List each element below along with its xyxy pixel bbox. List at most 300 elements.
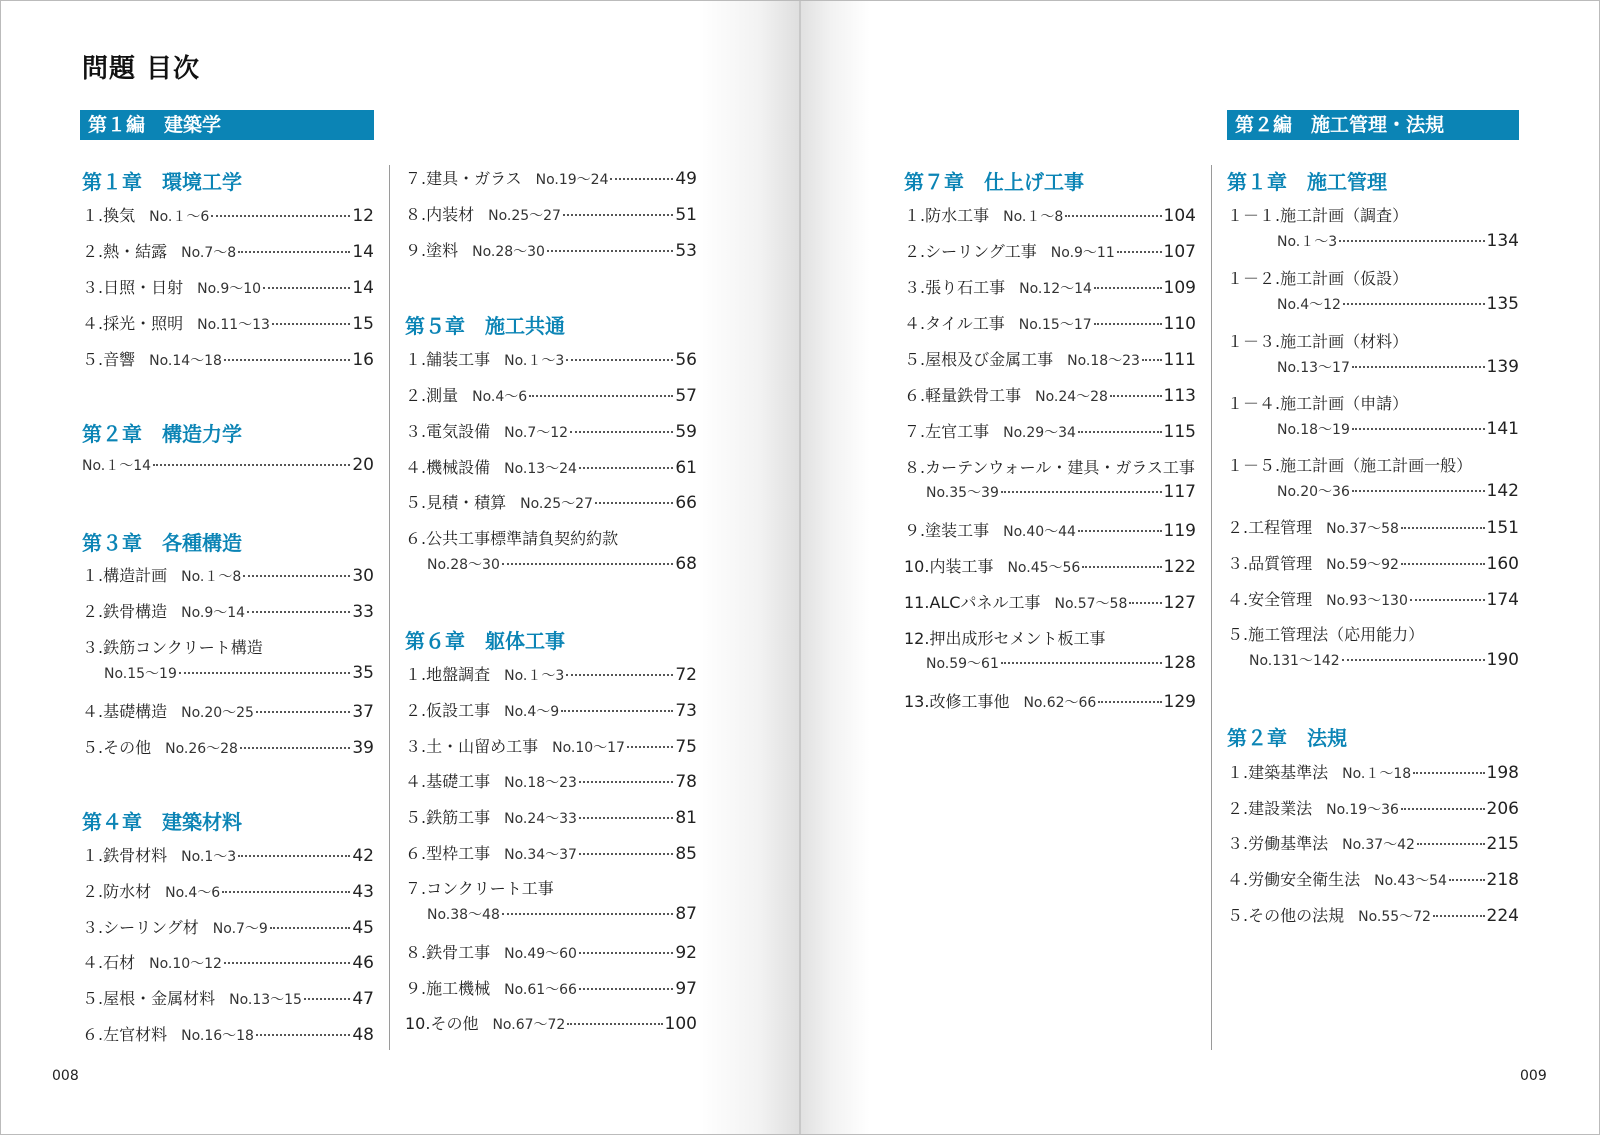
toc-entry[interactable] xyxy=(82,203,374,225)
entry-page: 198 xyxy=(1486,763,1519,783)
entry-problem-range: No.１～3 xyxy=(504,668,565,684)
dot-leader xyxy=(1065,215,1161,217)
dot-leader xyxy=(1410,599,1485,601)
entry-title: ３.シーリング材 xyxy=(82,918,199,937)
entry-page: 151 xyxy=(1486,518,1519,538)
entry-page: 57 xyxy=(675,386,697,406)
toc-entry[interactable] xyxy=(405,490,697,512)
entry-problem-range: No.20～36 xyxy=(1277,484,1350,500)
entry-title: ３.日照・日射 xyxy=(82,278,184,297)
toc-entry-continuation[interactable] xyxy=(405,904,697,926)
chapter-heading: 第２章 法規 xyxy=(1227,726,1347,750)
entry-title: ４.機械設備 xyxy=(405,458,491,477)
entry-problem-range: No.9～14 xyxy=(181,605,246,621)
entry-problem-range: No.93～130 xyxy=(1326,593,1408,609)
toc-entry-continuation[interactable] xyxy=(1227,419,1519,441)
entry-page: 190 xyxy=(1486,650,1519,670)
entry-title: ８.内装材 xyxy=(405,205,475,224)
toc-entry[interactable] xyxy=(904,590,1196,612)
dot-leader xyxy=(1094,287,1162,289)
toc-entry[interactable] xyxy=(904,203,1196,225)
entry-problem-range: No.37～58 xyxy=(1326,521,1399,537)
page-title: 問題 目次 xyxy=(82,54,201,84)
chapter-heading: 第７章 仕上げ工事 xyxy=(904,170,1084,194)
entry-problem-range: No.12～14 xyxy=(1019,281,1092,297)
entry-title: １.鉄骨材料 xyxy=(82,846,168,865)
dot-leader xyxy=(240,747,350,749)
entry-problem-range: No.19～24 xyxy=(535,172,609,188)
entry-title: ３.張り石工事 xyxy=(904,278,1006,297)
dot-leader xyxy=(1110,395,1162,397)
entry-title: ９.施工機械 xyxy=(405,979,491,998)
entry-page: 81 xyxy=(675,808,697,828)
toc-entry[interactable] xyxy=(82,311,374,333)
entry-problem-range: No.62～66 xyxy=(1023,695,1097,711)
entry-title: ７.左官工事 xyxy=(904,422,990,441)
entry-problem-range: No.4～6 xyxy=(472,389,528,405)
toc-entry[interactable] xyxy=(1227,903,1519,925)
dot-leader xyxy=(529,395,673,397)
toc-entry-continuation[interactable] xyxy=(904,653,1196,675)
entry-title: １－４.施工計画（申請） xyxy=(1227,394,1409,413)
dot-leader xyxy=(561,710,673,712)
entry-page: 14 xyxy=(352,278,374,298)
dot-leader xyxy=(547,250,673,252)
entry-title: ２.工程管理 xyxy=(1227,518,1313,537)
entry-page: 110 xyxy=(1163,314,1196,334)
toc-entry-continuation[interactable] xyxy=(1227,481,1519,503)
entry-problem-range: No.15～17 xyxy=(1018,317,1092,333)
entry-problem-range: No.１～8 xyxy=(1003,209,1064,225)
toc-entry-continuation[interactable] xyxy=(1227,650,1519,672)
toc-entry-continuation[interactable] xyxy=(82,663,374,685)
dot-leader xyxy=(1401,808,1485,810)
entry-title: ９.塗装工事 xyxy=(904,521,990,540)
dot-leader xyxy=(1449,879,1485,881)
dot-leader xyxy=(1433,915,1485,917)
toc-entry[interactable] xyxy=(1227,266,1519,288)
entry-problem-range: No.24～28 xyxy=(1035,389,1108,405)
entry-title: ２.防水材 xyxy=(82,882,152,901)
chapter-heading: 第１章 環境工学 xyxy=(82,170,242,194)
entry-title: １－３.施工計画（材料） xyxy=(1227,332,1409,351)
entry-page: 30 xyxy=(352,566,374,586)
entry-title: ２.熱・結露 xyxy=(82,242,168,261)
toc-entry[interactable] xyxy=(904,311,1196,333)
toc-entry[interactable] xyxy=(82,699,374,721)
toc-entry[interactable] xyxy=(405,976,697,998)
entry-page: 53 xyxy=(675,241,697,261)
entry-page: 129 xyxy=(1163,692,1196,712)
dot-leader xyxy=(1352,490,1485,492)
dot-leader xyxy=(153,464,350,466)
entry-title: ５.その他 xyxy=(82,738,152,757)
dot-leader xyxy=(263,287,350,289)
entry-page: 92 xyxy=(675,943,697,963)
entry-title: ４.石材 xyxy=(82,953,136,972)
dot-leader xyxy=(1417,843,1485,845)
toc-entry[interactable] xyxy=(904,239,1196,261)
entry-problem-range: No.37～42 xyxy=(1342,837,1415,853)
dot-leader xyxy=(1413,772,1484,774)
toc-entry[interactable] xyxy=(405,238,697,260)
toc-entry[interactable] xyxy=(82,915,374,937)
dot-leader xyxy=(1401,563,1485,565)
entry-title: ６.軽量鉄骨工事 xyxy=(904,386,1022,405)
toc-entry[interactable] xyxy=(904,689,1196,711)
toc-entry[interactable] xyxy=(405,662,697,684)
entry-title: ５.鉄筋工事 xyxy=(405,808,491,827)
dot-leader xyxy=(1342,659,1485,661)
dot-leader xyxy=(247,611,350,613)
dot-leader xyxy=(579,988,673,990)
entry-page: 119 xyxy=(1163,521,1196,541)
toc-entry[interactable] xyxy=(1227,867,1519,889)
toc-entry[interactable] xyxy=(904,419,1196,441)
entry-page: 87 xyxy=(675,904,697,924)
entry-title: 10.内装工事 xyxy=(904,557,994,576)
dot-leader xyxy=(270,927,351,929)
toc-entry[interactable] xyxy=(904,275,1196,297)
entry-problem-range: No.131～142 xyxy=(1249,653,1340,669)
dot-leader xyxy=(1001,662,1162,664)
entry-problem-range: No.7～12 xyxy=(504,425,569,441)
toc-entry-continuation[interactable] xyxy=(904,482,1196,504)
entry-page: 109 xyxy=(1163,278,1196,298)
toc-entry[interactable] xyxy=(405,383,697,405)
entry-page: 37 xyxy=(352,702,374,722)
toc-entry[interactable] xyxy=(82,599,374,621)
entry-page: 97 xyxy=(675,979,697,999)
entry-title: １.構造計画 xyxy=(82,566,168,585)
entry-page: 20 xyxy=(352,455,374,475)
entry-title: １－２.施工計画（仮設） xyxy=(1227,269,1409,288)
chapter-heading: 第２章 構造力学 xyxy=(82,422,242,446)
entry-problem-range: No.9～10 xyxy=(197,281,262,297)
entry-problem-range: No.29～34 xyxy=(1003,425,1076,441)
entry-problem-range: No.35～39 xyxy=(926,485,999,501)
toc-entry[interactable] xyxy=(405,1011,697,1033)
toc-entry-continuation[interactable] xyxy=(1227,231,1519,253)
chapter-heading: 第３章 各種構造 xyxy=(82,531,242,555)
entry-problem-range: No.4～6 xyxy=(165,885,221,901)
entry-page: 47 xyxy=(352,989,374,1009)
dot-leader xyxy=(238,251,350,253)
dot-leader xyxy=(1352,428,1485,430)
dot-leader xyxy=(563,214,673,216)
toc-entry[interactable] xyxy=(904,626,1196,648)
entry-page: 59 xyxy=(675,422,697,442)
entry-title: ３.土・山留め工事 xyxy=(405,737,539,756)
toc-entry[interactable] xyxy=(904,518,1196,540)
entry-page: 104 xyxy=(1163,206,1196,226)
entry-problem-range: No.7～9 xyxy=(212,921,268,937)
entry-problem-range: No.57～58 xyxy=(1054,596,1128,612)
toc-entry[interactable] xyxy=(82,986,374,1008)
dot-leader xyxy=(579,467,673,469)
entry-problem-range: No.11～13 xyxy=(197,317,270,333)
toc-entry[interactable] xyxy=(405,526,697,548)
entry-page: 45 xyxy=(352,918,374,938)
toc-entry[interactable] xyxy=(82,239,374,261)
toc-entry[interactable] xyxy=(82,455,374,477)
toc-column-3 xyxy=(904,0,1196,1135)
dot-leader xyxy=(1001,491,1162,493)
entry-page: 160 xyxy=(1486,554,1519,574)
toc-entry[interactable] xyxy=(405,876,697,898)
dot-leader xyxy=(1078,530,1162,532)
dot-leader xyxy=(179,672,350,674)
toc-entry[interactable] xyxy=(82,735,374,757)
entry-title: ４.タイル工事 xyxy=(904,314,1005,333)
entry-problem-range: No.25～27 xyxy=(488,208,561,224)
entry-problem-range: No.１～3 xyxy=(504,353,565,369)
entry-page: 224 xyxy=(1486,906,1519,926)
toc-entry[interactable] xyxy=(1227,203,1519,225)
toc-column-1 xyxy=(82,0,374,1135)
entry-page: 15 xyxy=(352,314,374,334)
dot-leader xyxy=(595,502,673,504)
entry-page: 113 xyxy=(1163,386,1196,406)
toc-entry[interactable] xyxy=(82,563,374,585)
dot-leader xyxy=(304,998,350,1000)
toc-entry[interactable] xyxy=(405,347,697,369)
entry-page: 117 xyxy=(1163,482,1196,502)
entry-title: ６.左官材料 xyxy=(82,1025,168,1044)
chapter-heading: 第１章 施工管理 xyxy=(1227,170,1387,194)
toc-entry[interactable] xyxy=(1227,622,1519,644)
entry-page: 61 xyxy=(675,458,697,478)
entry-title: ２.測量 xyxy=(405,386,459,405)
entry-title: １.換気 xyxy=(82,206,136,225)
dot-leader xyxy=(627,746,673,748)
toc-entry[interactable] xyxy=(82,275,374,297)
entry-page: 206 xyxy=(1486,799,1519,819)
page-number-left: 008 xyxy=(52,1068,79,1084)
entry-page: 33 xyxy=(352,602,374,622)
entry-problem-range: No.55～72 xyxy=(1358,909,1431,925)
entry-page: 141 xyxy=(1486,419,1519,439)
toc-entry[interactable] xyxy=(82,1022,374,1044)
toc-entry[interactable] xyxy=(82,879,374,901)
entry-page: 142 xyxy=(1486,481,1519,501)
toc-column-4 xyxy=(1227,0,1519,1135)
toc-entry[interactable] xyxy=(405,166,697,188)
toc-entry[interactable] xyxy=(405,202,697,224)
toc-entry[interactable] xyxy=(405,841,697,863)
entry-page: 68 xyxy=(675,554,697,574)
toc-entry[interactable] xyxy=(1227,831,1519,853)
toc-entry[interactable] xyxy=(904,554,1196,576)
entry-title: ５.屋根及び金属工事 xyxy=(904,350,1054,369)
entry-title: ４.労働安全衛生法 xyxy=(1227,870,1361,889)
entry-page: 46 xyxy=(352,953,374,973)
toc-entry-continuation[interactable] xyxy=(1227,294,1519,316)
entry-title: 11.ALCパネル工事 xyxy=(904,593,1041,612)
entry-title: １－５.施工計画（施工計画一般） xyxy=(1227,456,1473,475)
toc-entry[interactable] xyxy=(1227,587,1519,609)
toc-entry[interactable] xyxy=(405,940,697,962)
toc-entry[interactable] xyxy=(82,635,374,657)
entry-problem-range: No.1～3 xyxy=(181,849,237,865)
entry-problem-range: No.18～23 xyxy=(504,775,577,791)
entry-title: ５.その他の法規 xyxy=(1227,906,1345,925)
toc-entry-continuation[interactable] xyxy=(405,554,697,576)
dot-leader xyxy=(224,359,350,361)
entry-problem-range: No.9～11 xyxy=(1050,245,1115,261)
entry-page: 12 xyxy=(352,206,374,226)
dot-leader xyxy=(579,781,673,783)
dot-leader xyxy=(502,913,673,915)
entry-page: 127 xyxy=(1163,593,1196,613)
entry-problem-range: No.14～18 xyxy=(149,353,222,369)
entry-page: 16 xyxy=(352,350,374,370)
dot-leader xyxy=(1098,701,1161,703)
entry-title: ２.建設業法 xyxy=(1227,799,1313,818)
entry-problem-range: No.19～36 xyxy=(1326,802,1399,818)
dot-leader xyxy=(1343,303,1485,305)
entry-problem-range: No.10～17 xyxy=(552,740,625,756)
toc-entry[interactable] xyxy=(1227,391,1519,413)
entry-page: 39 xyxy=(352,738,374,758)
toc-entry[interactable] xyxy=(82,347,374,369)
entry-title: ５.音響 xyxy=(82,350,136,369)
entry-problem-range: No.45～56 xyxy=(1007,560,1081,576)
entry-page: 49 xyxy=(675,169,697,189)
entry-page: 215 xyxy=(1486,834,1519,854)
dot-leader xyxy=(579,853,673,855)
dot-leader xyxy=(272,323,350,325)
toc-entry[interactable] xyxy=(1227,453,1519,475)
dot-leader xyxy=(238,855,350,857)
toc-entry[interactable] xyxy=(405,734,697,756)
entry-page: 51 xyxy=(675,205,697,225)
toc-entry[interactable] xyxy=(1227,551,1519,573)
part-2-header: 第２編 施工管理・法規 xyxy=(1227,110,1519,140)
dot-leader xyxy=(610,178,673,180)
toc-entry[interactable] xyxy=(1227,515,1519,537)
entry-title: ９.塗料 xyxy=(405,241,459,260)
toc-entry[interactable] xyxy=(405,769,697,791)
part-1-header: 第１編 建築学 xyxy=(80,110,374,140)
entry-page: 100 xyxy=(664,1014,697,1034)
entry-page: 14 xyxy=(352,242,374,262)
entry-page: 139 xyxy=(1486,357,1519,377)
chapter-heading: 第５章 施工共通 xyxy=(405,314,565,338)
entry-problem-range: No.61～66 xyxy=(504,982,577,998)
toc-entry[interactable] xyxy=(1227,329,1519,351)
entry-title: ６.公共工事標準請負契約約款 xyxy=(405,529,619,548)
entry-page: 73 xyxy=(675,701,697,721)
entry-problem-range: No.１～6 xyxy=(149,209,210,225)
entry-title: ４.基礎構造 xyxy=(82,702,168,721)
entry-title: １－１.施工計画（調査） xyxy=(1227,206,1409,225)
entry-page: 128 xyxy=(1163,653,1196,673)
dot-leader xyxy=(224,962,350,964)
dot-leader xyxy=(570,431,673,433)
toc-entry[interactable] xyxy=(405,805,697,827)
toc-entry[interactable] xyxy=(904,347,1196,369)
entry-title: １.地盤調査 xyxy=(405,665,491,684)
entry-page: 75 xyxy=(675,737,697,757)
entry-page: 66 xyxy=(675,493,697,513)
toc-entry[interactable] xyxy=(1227,796,1519,818)
dot-leader xyxy=(1117,251,1162,253)
entry-page: 85 xyxy=(675,844,697,864)
entry-page: 56 xyxy=(675,350,697,370)
entry-title: ７.コンクリート工事 xyxy=(405,879,554,898)
chapter-heading: 第６章 躯体工事 xyxy=(405,629,565,653)
entry-title: ３.鉄筋コンクリート構造 xyxy=(82,638,263,657)
entry-problem-range: No.67～72 xyxy=(492,1017,566,1033)
entry-page: 35 xyxy=(352,663,374,683)
toc-entry[interactable] xyxy=(82,950,374,972)
entry-title: ３.労働基準法 xyxy=(1227,834,1329,853)
entry-page: 122 xyxy=(1163,557,1196,577)
page-number-right: 009 xyxy=(1520,1068,1547,1084)
entry-problem-range: No.43～54 xyxy=(1374,873,1447,889)
dot-leader xyxy=(579,817,673,819)
entry-title: ２.鉄骨構造 xyxy=(82,602,168,621)
dot-leader xyxy=(256,711,350,713)
entry-title: ５.見積・積算 xyxy=(405,493,507,512)
entry-problem-range: No.4～12 xyxy=(1277,297,1341,313)
toc-entry[interactable] xyxy=(405,419,697,441)
entry-problem-range: No.28～30 xyxy=(472,244,545,260)
entry-problem-range: No.24～33 xyxy=(504,811,577,827)
toc-entry[interactable] xyxy=(1227,760,1519,782)
entry-title: 10.その他 xyxy=(405,1014,479,1033)
entry-page: 42 xyxy=(352,846,374,866)
toc-entry-continuation[interactable] xyxy=(1227,357,1519,379)
entry-problem-range: No.１～8 xyxy=(181,569,242,585)
entry-problem-range: No.13～17 xyxy=(1277,360,1350,376)
toc-entry[interactable] xyxy=(405,455,697,477)
dot-leader xyxy=(243,575,350,577)
entry-title: ６.型枠工事 xyxy=(405,844,491,863)
entry-problem-range: No.28～30 xyxy=(427,557,500,573)
entry-problem-range: No.13～24 xyxy=(504,461,577,477)
dot-leader xyxy=(1082,566,1161,568)
dot-leader xyxy=(566,674,673,676)
entry-title: ８.カーテンウォール・建具・ガラス工事 xyxy=(904,458,1195,477)
entry-title: ７.建具・ガラス xyxy=(405,169,522,188)
entry-title: ３.電気設備 xyxy=(405,422,491,441)
dot-leader xyxy=(1339,240,1484,242)
dot-leader xyxy=(1129,602,1161,604)
entry-problem-range: No.26～28 xyxy=(165,741,238,757)
toc-entry[interactable] xyxy=(904,383,1196,405)
entry-title: ４.安全管理 xyxy=(1227,590,1313,609)
entry-page: 174 xyxy=(1486,590,1519,610)
entry-problem-range: No.１～3 xyxy=(1277,234,1338,250)
dot-leader xyxy=(1352,366,1485,368)
dot-leader xyxy=(222,891,350,893)
toc-entry[interactable] xyxy=(82,843,374,865)
toc-entry[interactable] xyxy=(904,455,1196,477)
entry-problem-range: No.38～48 xyxy=(427,907,500,923)
dot-leader xyxy=(1094,323,1162,325)
dot-leader xyxy=(1078,431,1162,433)
toc-entry[interactable] xyxy=(405,698,697,720)
dot-leader xyxy=(1401,527,1485,529)
entry-problem-range: No.59～61 xyxy=(926,656,999,672)
entry-problem-range: No.34～37 xyxy=(504,847,577,863)
entry-problem-range: No.7～8 xyxy=(181,245,237,261)
column-divider xyxy=(1211,165,1212,1050)
dot-leader xyxy=(256,1034,350,1036)
entry-problem-range: No.20～25 xyxy=(181,705,254,721)
